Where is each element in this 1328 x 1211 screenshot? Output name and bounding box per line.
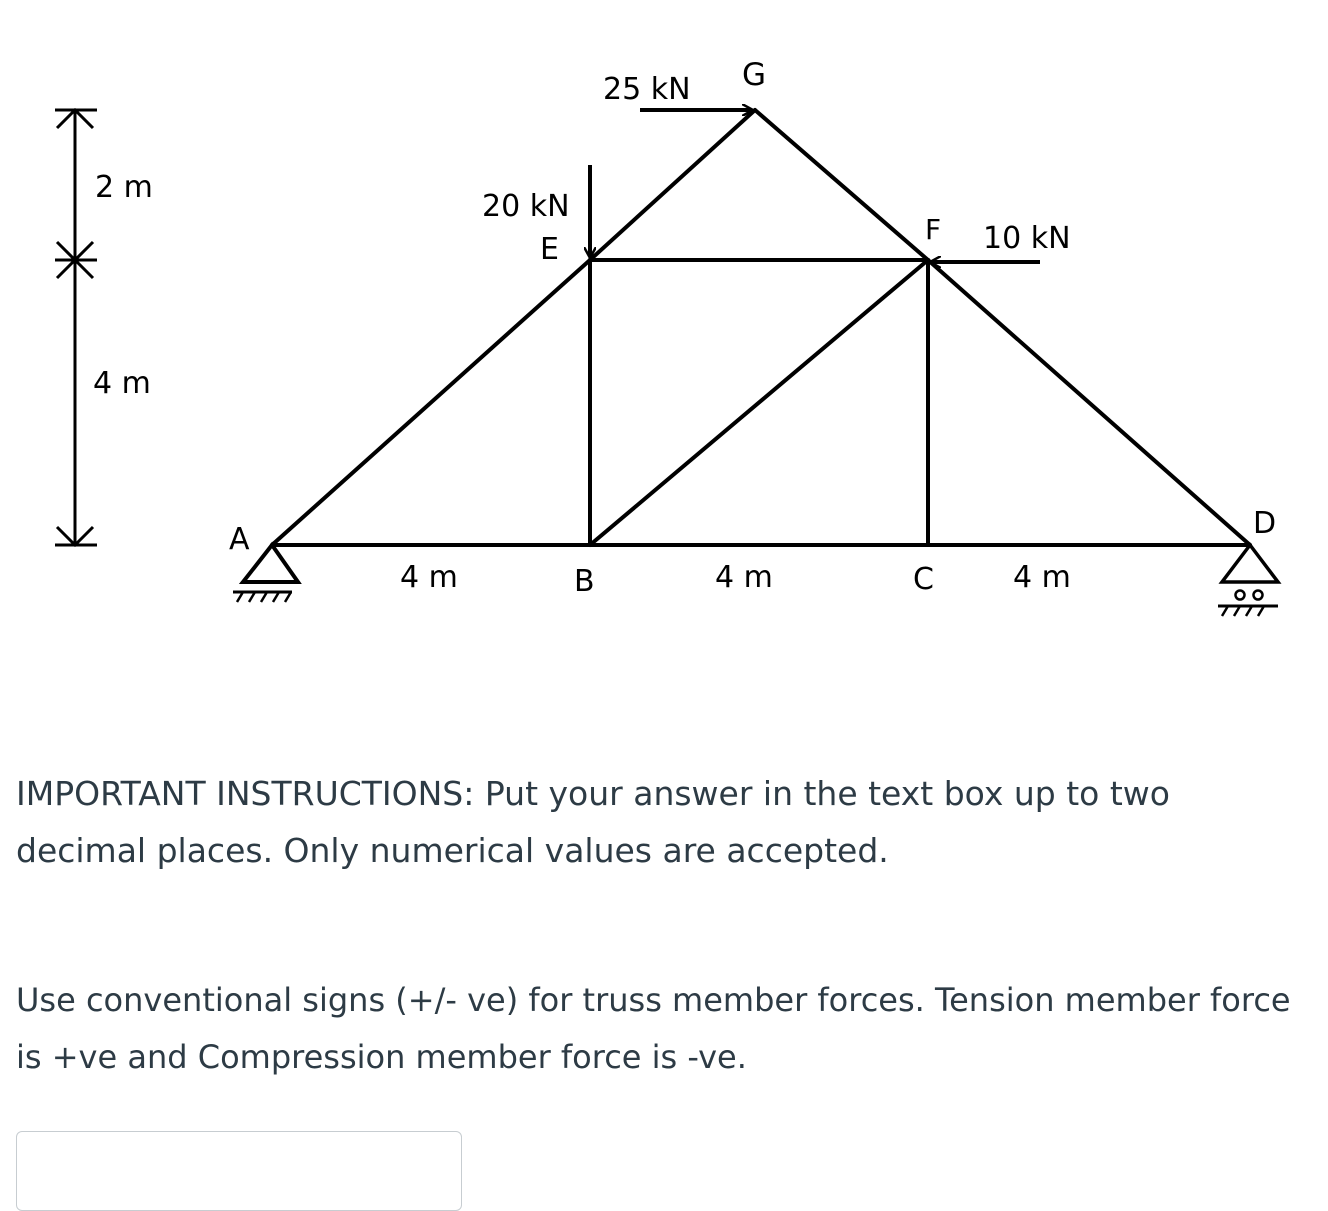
- load-label-g: 25 kN: [603, 72, 691, 107]
- node-label-c: C: [913, 562, 934, 597]
- node-label-d: D: [1253, 506, 1277, 541]
- answer-input[interactable]: [16, 1131, 462, 1211]
- height-label-lower: 4 m: [93, 366, 151, 401]
- node-label-e: E: [540, 232, 559, 267]
- node-label-b: B: [574, 564, 595, 599]
- span-label-ab: 4 m: [400, 560, 458, 595]
- load-label-e: 20 kN: [482, 189, 570, 224]
- load-label-f: 10 kN: [983, 221, 1071, 256]
- answer-format-instructions: IMPORTANT INSTRUCTIONS: Put your answer in the text box up to two decimal places. Only numerical values are accepted.: [16, 774, 1170, 870]
- height-label-upper: 2 m: [95, 170, 153, 205]
- member-gf: [755, 110, 928, 260]
- roller-support-d: [1218, 545, 1278, 616]
- node-label-a: A: [229, 522, 250, 557]
- span-label-bc: 4 m: [715, 560, 773, 595]
- node-label-g: G: [742, 57, 767, 93]
- member-eg: [590, 110, 755, 260]
- height-dimension: [55, 110, 97, 545]
- span-label-cd: 4 m: [1013, 560, 1071, 595]
- sign-convention-instructions: Use conventional signs (+/- ve) for truss member forces. Tension member force is +ve and Compression member force is -ve.: [16, 981, 1291, 1076]
- member-bf: [590, 260, 928, 545]
- member-fd: [928, 260, 1250, 545]
- node-label-f: F: [925, 213, 942, 246]
- member-ae: [272, 260, 590, 545]
